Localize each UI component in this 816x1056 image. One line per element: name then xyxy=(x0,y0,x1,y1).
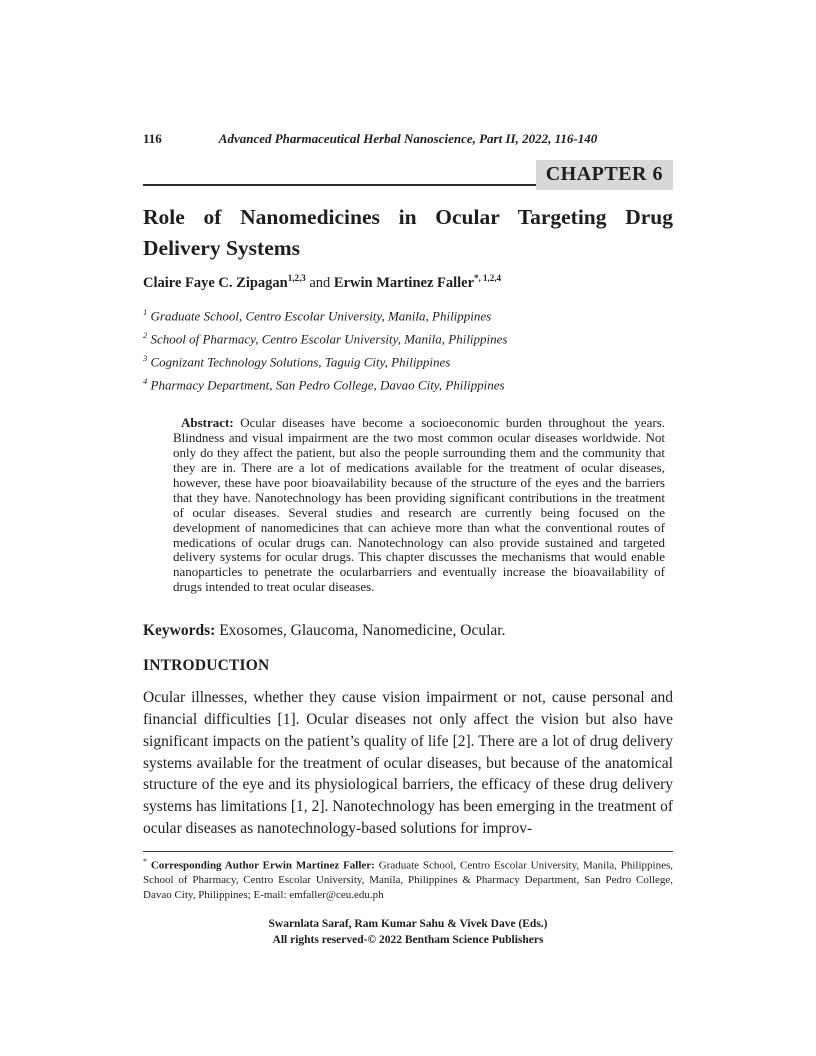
affiliation-3-sup: 3 xyxy=(143,353,148,364)
authors-separator: and xyxy=(305,274,334,291)
affiliation-2-text: School of Pharmacy, Centro Escolar University, Manila, Philippines xyxy=(150,331,508,347)
keywords-text: Exosomes, Glaucoma, Nanomedicine, Ocular. xyxy=(219,622,506,640)
affiliation-item xyxy=(143,326,673,349)
editors-line: Swarnlata Saraf, Ram Kumar Sahu & Vivek Dave (Eds.) xyxy=(268,918,548,931)
corresponding-author-footnote xyxy=(143,851,673,902)
affiliation-item xyxy=(143,372,673,395)
affiliation-2-sup: 2 xyxy=(143,329,148,340)
keywords-line xyxy=(143,622,673,640)
affiliation-3-text: Cognizant Technology Solutions, Taguig City, Philippines xyxy=(150,354,451,370)
footnote-asterisk-marker: * xyxy=(143,856,147,866)
footnote-label: Corresponding Author Erwin Martinez Faller: xyxy=(150,859,375,872)
affiliation-4-sup: 4 xyxy=(143,376,148,387)
chapter-banner xyxy=(143,160,673,186)
affiliation-1-sup: 1 xyxy=(143,306,148,317)
keywords-label: Keywords: xyxy=(143,622,216,640)
author-1-name: Claire Faye C. Zipagan xyxy=(143,274,288,291)
rights-line: All rights reserved-© 2022 Bentham Science Publishers xyxy=(272,933,544,946)
affiliations-list xyxy=(143,303,673,396)
chapter-title: Role of Nanomedicines in Ocular Targeting Drug Delivery Systems xyxy=(143,205,673,260)
affiliation-4-text: Pharmacy Department, San Pedro College, Davao City, Philippines xyxy=(150,377,505,393)
section-heading-introduction: INTRODUCTION xyxy=(143,657,270,675)
abstract-block xyxy=(173,416,665,595)
page-number: 116 xyxy=(143,131,162,146)
abstract-label: Abstract: xyxy=(181,415,234,431)
author-line xyxy=(143,273,673,292)
author-2-affiliation-sup: *, 1,2,4 xyxy=(474,273,502,283)
affiliation-1-text: Graduate School, Centro Escolar University, Manila, Philippines xyxy=(150,308,492,324)
footnote-text: Graduate School, Centro Escolar University, Manila, Philippines, School of Pharmacy, Centro Escolar University, Manila, Philippines & Pharmacy Department, San Pedro College, Davao City, Philippines; E-mail: emfaller@ceu.edu.ph xyxy=(143,859,674,901)
page-header xyxy=(143,131,673,147)
author-2-name: Erwin Martinez Faller xyxy=(333,274,475,291)
chapter-label: CHAPTER 6 xyxy=(536,160,673,190)
running-title: Advanced Pharmaceutical Herbal Nanoscience, Part II, 2022, 116-140 xyxy=(218,131,598,146)
intro-paragraph: Ocular illnesses, whether they cause vision impairment or not, cause personal and financial difficulties [1]. Ocular diseases not only affect the vision but also have significant impacts on the patient’s quality of life [2]. There are a lot of drug delivery systems available for the treatment of ocular diseases, but because of the anatomical structure of the eye and its physiological barriers, the efficacy of these drug delivery systems has limitations [1, 2]. Nanotechnology has been emerging in the treatment of ocular diseases as nanotechnology-based solutions for improv- xyxy=(143,689,673,837)
abstract-text: Ocular diseases have become a socioeconomic burden throughout the years. Blindness and visual impairment are the two most common ocular diseases worldwide. Not only do they affect the patient, but also the people surrounding them and the community that they are in. There are a lot of medications available for the treatment of ocular diseases, however, these have poor bioavailability because of the structure of the eyes and the barriers that they have. Nanotechnology has been providing significant contributions in the treatment of ocular diseases. Several studies and research are currently being focused on the development of nanomedicines that can achieve more than what the conventional routes of medications of ocular drugs can. Nanotechnology can also provide sustained and targeted delivery systems for ocular drugs. This chapter discusses the mechanisms that would enable nanoparticles to penetrate the ocularbarriers and eventually increase the bioavailability of drugs intended to treat ocular diseases. xyxy=(173,415,666,595)
affiliation-item xyxy=(143,349,673,372)
author-1-affiliation-sup: 1,2,3 xyxy=(287,273,306,283)
publisher-footer xyxy=(143,917,673,948)
affiliation-item xyxy=(143,303,673,326)
